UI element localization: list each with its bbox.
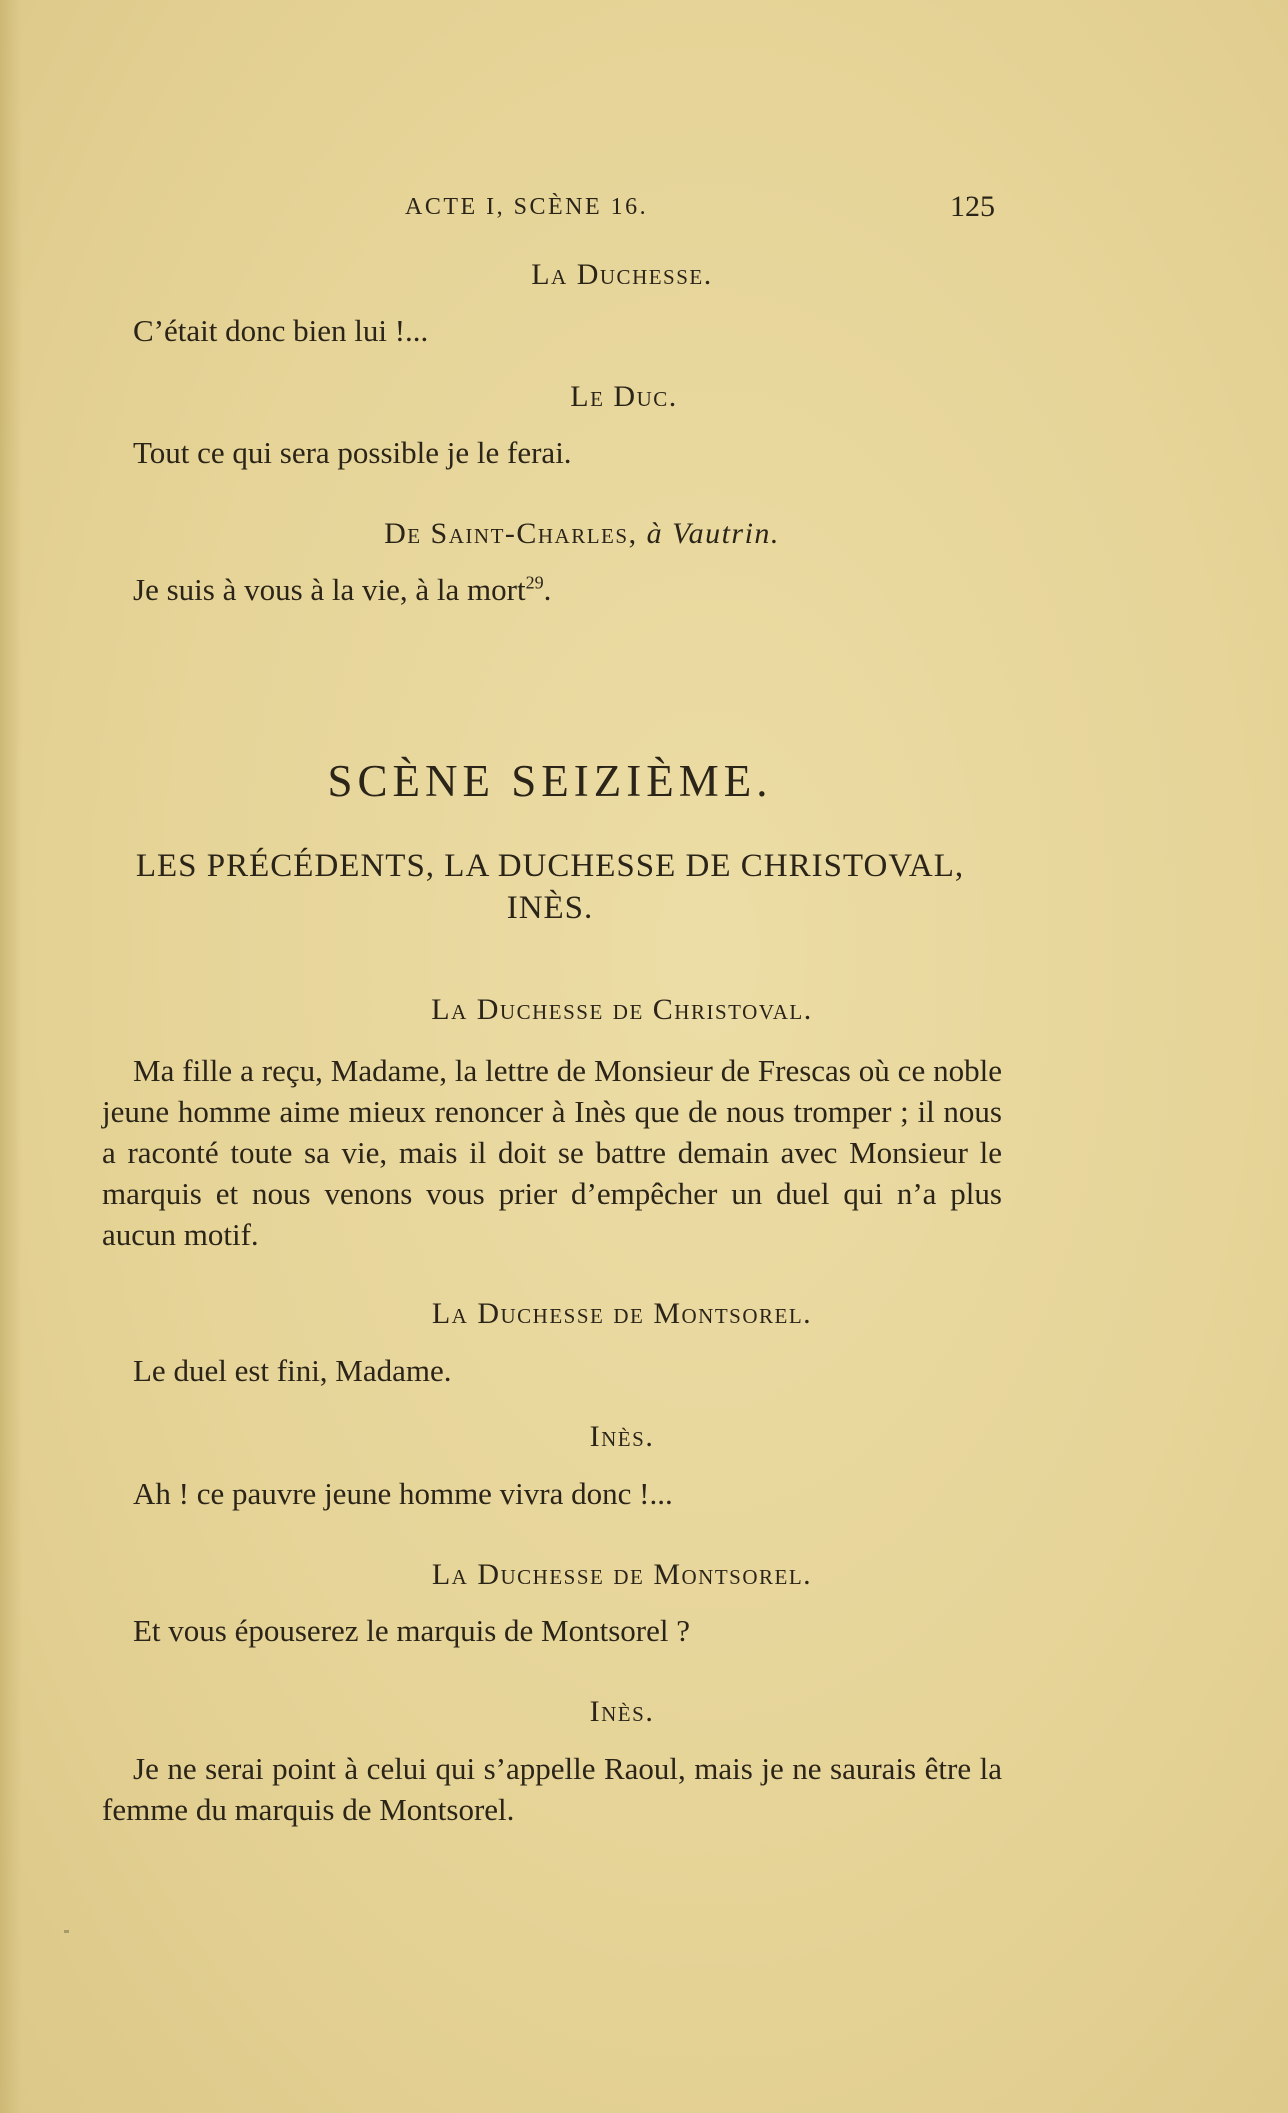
line-je-suis-a-vous [133,569,1002,610]
footnote-ref: 29 [525,572,544,593]
line-ah-ce-pauvre: Ah ! ce pauvre jeune homme vivra donc !... [133,1476,673,1511]
speaker-le-duc: Le Duc. [570,380,678,413]
speaker-la-duchesse: La Duchesse. [531,258,713,291]
scene-characters: LES PRÉCÉDENTS, LA DUCHESSE DE CHRISTOVAL, INÈS. [135,848,965,926]
running-head [0,190,1288,230]
speaker-name: De Saint-Charles, [384,517,638,550]
speaker-ines-2: Inès. [589,1695,655,1728]
running-head-title: ACTE I, SCÈNE 16. [405,194,649,220]
speaker-ines: Inès. [589,1420,655,1453]
scene-heading: SCÈNE SEIZIÈME. [327,756,773,806]
speaker-de-saint-charles [0,517,1226,551]
speaker-duchesse-de-christoval: La Duchesse de Christoval. [431,993,813,1026]
line-text: Je suis à vous à la vie, à la mort [133,572,526,607]
paragraph-je-ne-serai: Je ne serai point à celui qui s’appelle Raoul, mais je ne saurais être la femme du marquis de Montsorel. [102,1751,1002,1827]
line-tout-ce-qui: Tout ce qui sera possible je le ferai. [133,435,572,470]
stage-direction: à Vautrin. [646,517,780,550]
line-end: . [543,572,552,607]
page-speck [64,1930,69,1933]
speaker-duchesse-de-montsorel-2: La Duchesse de Montsorel. [431,1558,813,1591]
line-cetait-donc: C’était donc bien lui !... [133,313,429,348]
line-le-duel: Le duel est fini, Madame. [133,1353,452,1388]
paragraph-ma-fille: Ma fille a reçu, Madame, la lettre de Monsieur de Frescas où ce noble jeune homme aime mieux renoncer à Inès que de nous tromper ; il nous a raconté toute sa vie, mais il doit se battre demain avec Monsieur le marquis et nous venons vous prier d’empêcher un duel qui n’a plus aucun motif. [102,1053,1002,1252]
speaker-duchesse-de-montsorel: La Duchesse de Montsorel. [431,1297,813,1330]
page-gutter-shadow [0,0,22,2113]
page-number: 125 [950,190,995,223]
line-et-vous-epouserez: Et vous épouserez le marquis de Montsorel ? [133,1613,690,1648]
